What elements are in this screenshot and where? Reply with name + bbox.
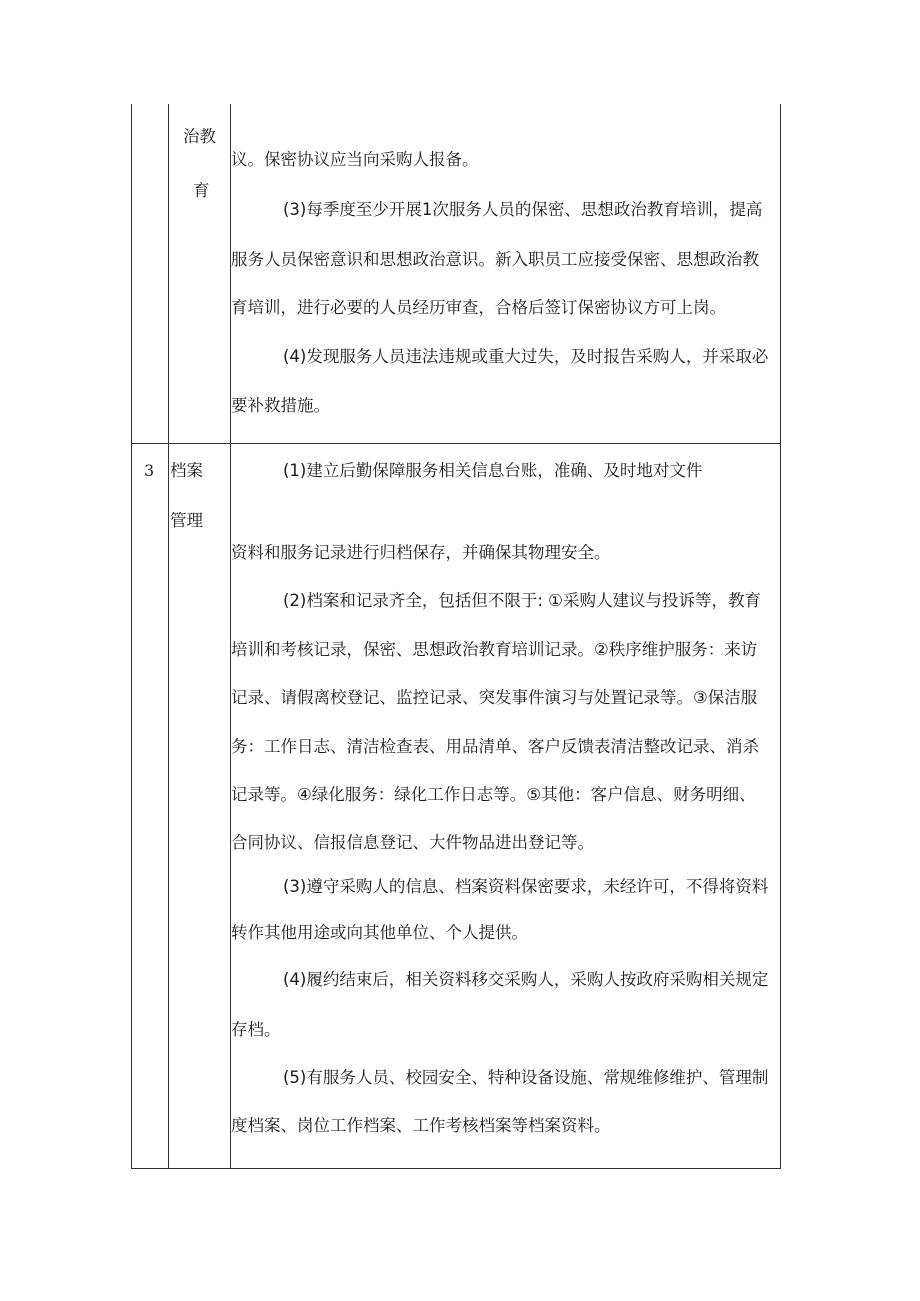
content-line: (4)发现服务人员违法违规或重大过失，及时报告采购人，并采取必 [283, 347, 769, 366]
content-line: (3)每季度至少开展1次服务人员的保密、思想政治教育培训，提高 [283, 200, 763, 219]
content-line: (3)遵守采购人的信息、档案资料保密要求，未经许可，不得将资料 [283, 877, 769, 896]
content-line: 合同协议、信报信息登记、大件物品进出登记等。 [231, 833, 594, 852]
row-separator [131, 443, 781, 444]
content-line: 务：工作日志、清洁检查表、用品清单、客户反馈表清洁整改记录、消杀 [231, 737, 759, 756]
content-line: 记录、请假离校登记、监控记录、突发事件演习与处置记录等。③保洁服 [231, 688, 758, 707]
table-border-left [131, 104, 132, 1169]
content-line: 议。保密协议应当向采购人报备。 [231, 150, 479, 169]
content-line: 转作其他用途或向其他单位、个人提供。 [231, 923, 528, 942]
table-border-bottom [131, 1168, 781, 1169]
category-label-line: 档案 [170, 461, 203, 480]
content-line: (5)有服务人员、校园安全、特种设备设施、常规维修维护、管理制 [283, 1068, 769, 1087]
content-line: 度档案、岗位工作档案、工作考核档案等档案资料。 [231, 1116, 611, 1135]
category-label-line: 治教 [183, 127, 216, 146]
content-line: 育培训，进行必要的人员经历审查，合格后签订保密协议方可上岗。 [231, 298, 726, 317]
content-line: (4)履约结束后，相关资料移交采购人，采购人按政府采购相关规定 [283, 970, 769, 989]
row-number: 3 [144, 461, 155, 480]
content-line: 记录等。④绿化服务：绿化工作日志等。⑤其他：客户信息、财务明细、 [231, 785, 756, 804]
content-line: 存档。 [231, 1020, 281, 1039]
content-line: 资料和服务记录进行归档保存，并确保其物理安全。 [231, 543, 611, 562]
content-line: 培训和考核记录，保密、思想政治教育培训记录。②秩序维护服务：来访 [231, 640, 758, 659]
content-line: 要补救措施。 [231, 396, 330, 415]
category-label-line: 育 [193, 181, 210, 200]
table-border-right [780, 104, 781, 1169]
content-line: (1)建立后勤保障服务相关信息台账，准确、及时地对文件 [283, 461, 703, 480]
content-line: 服务人员保密意识和思想政治意识。新入职员工应接受保密、思想政治教 [231, 250, 759, 269]
content-line: (2)档案和记录齐全，包括但不限于: ①采购人建议与投诉等，教育 [283, 591, 761, 610]
table-divider-category [168, 104, 169, 1169]
category-label-line: 管理 [170, 511, 203, 530]
